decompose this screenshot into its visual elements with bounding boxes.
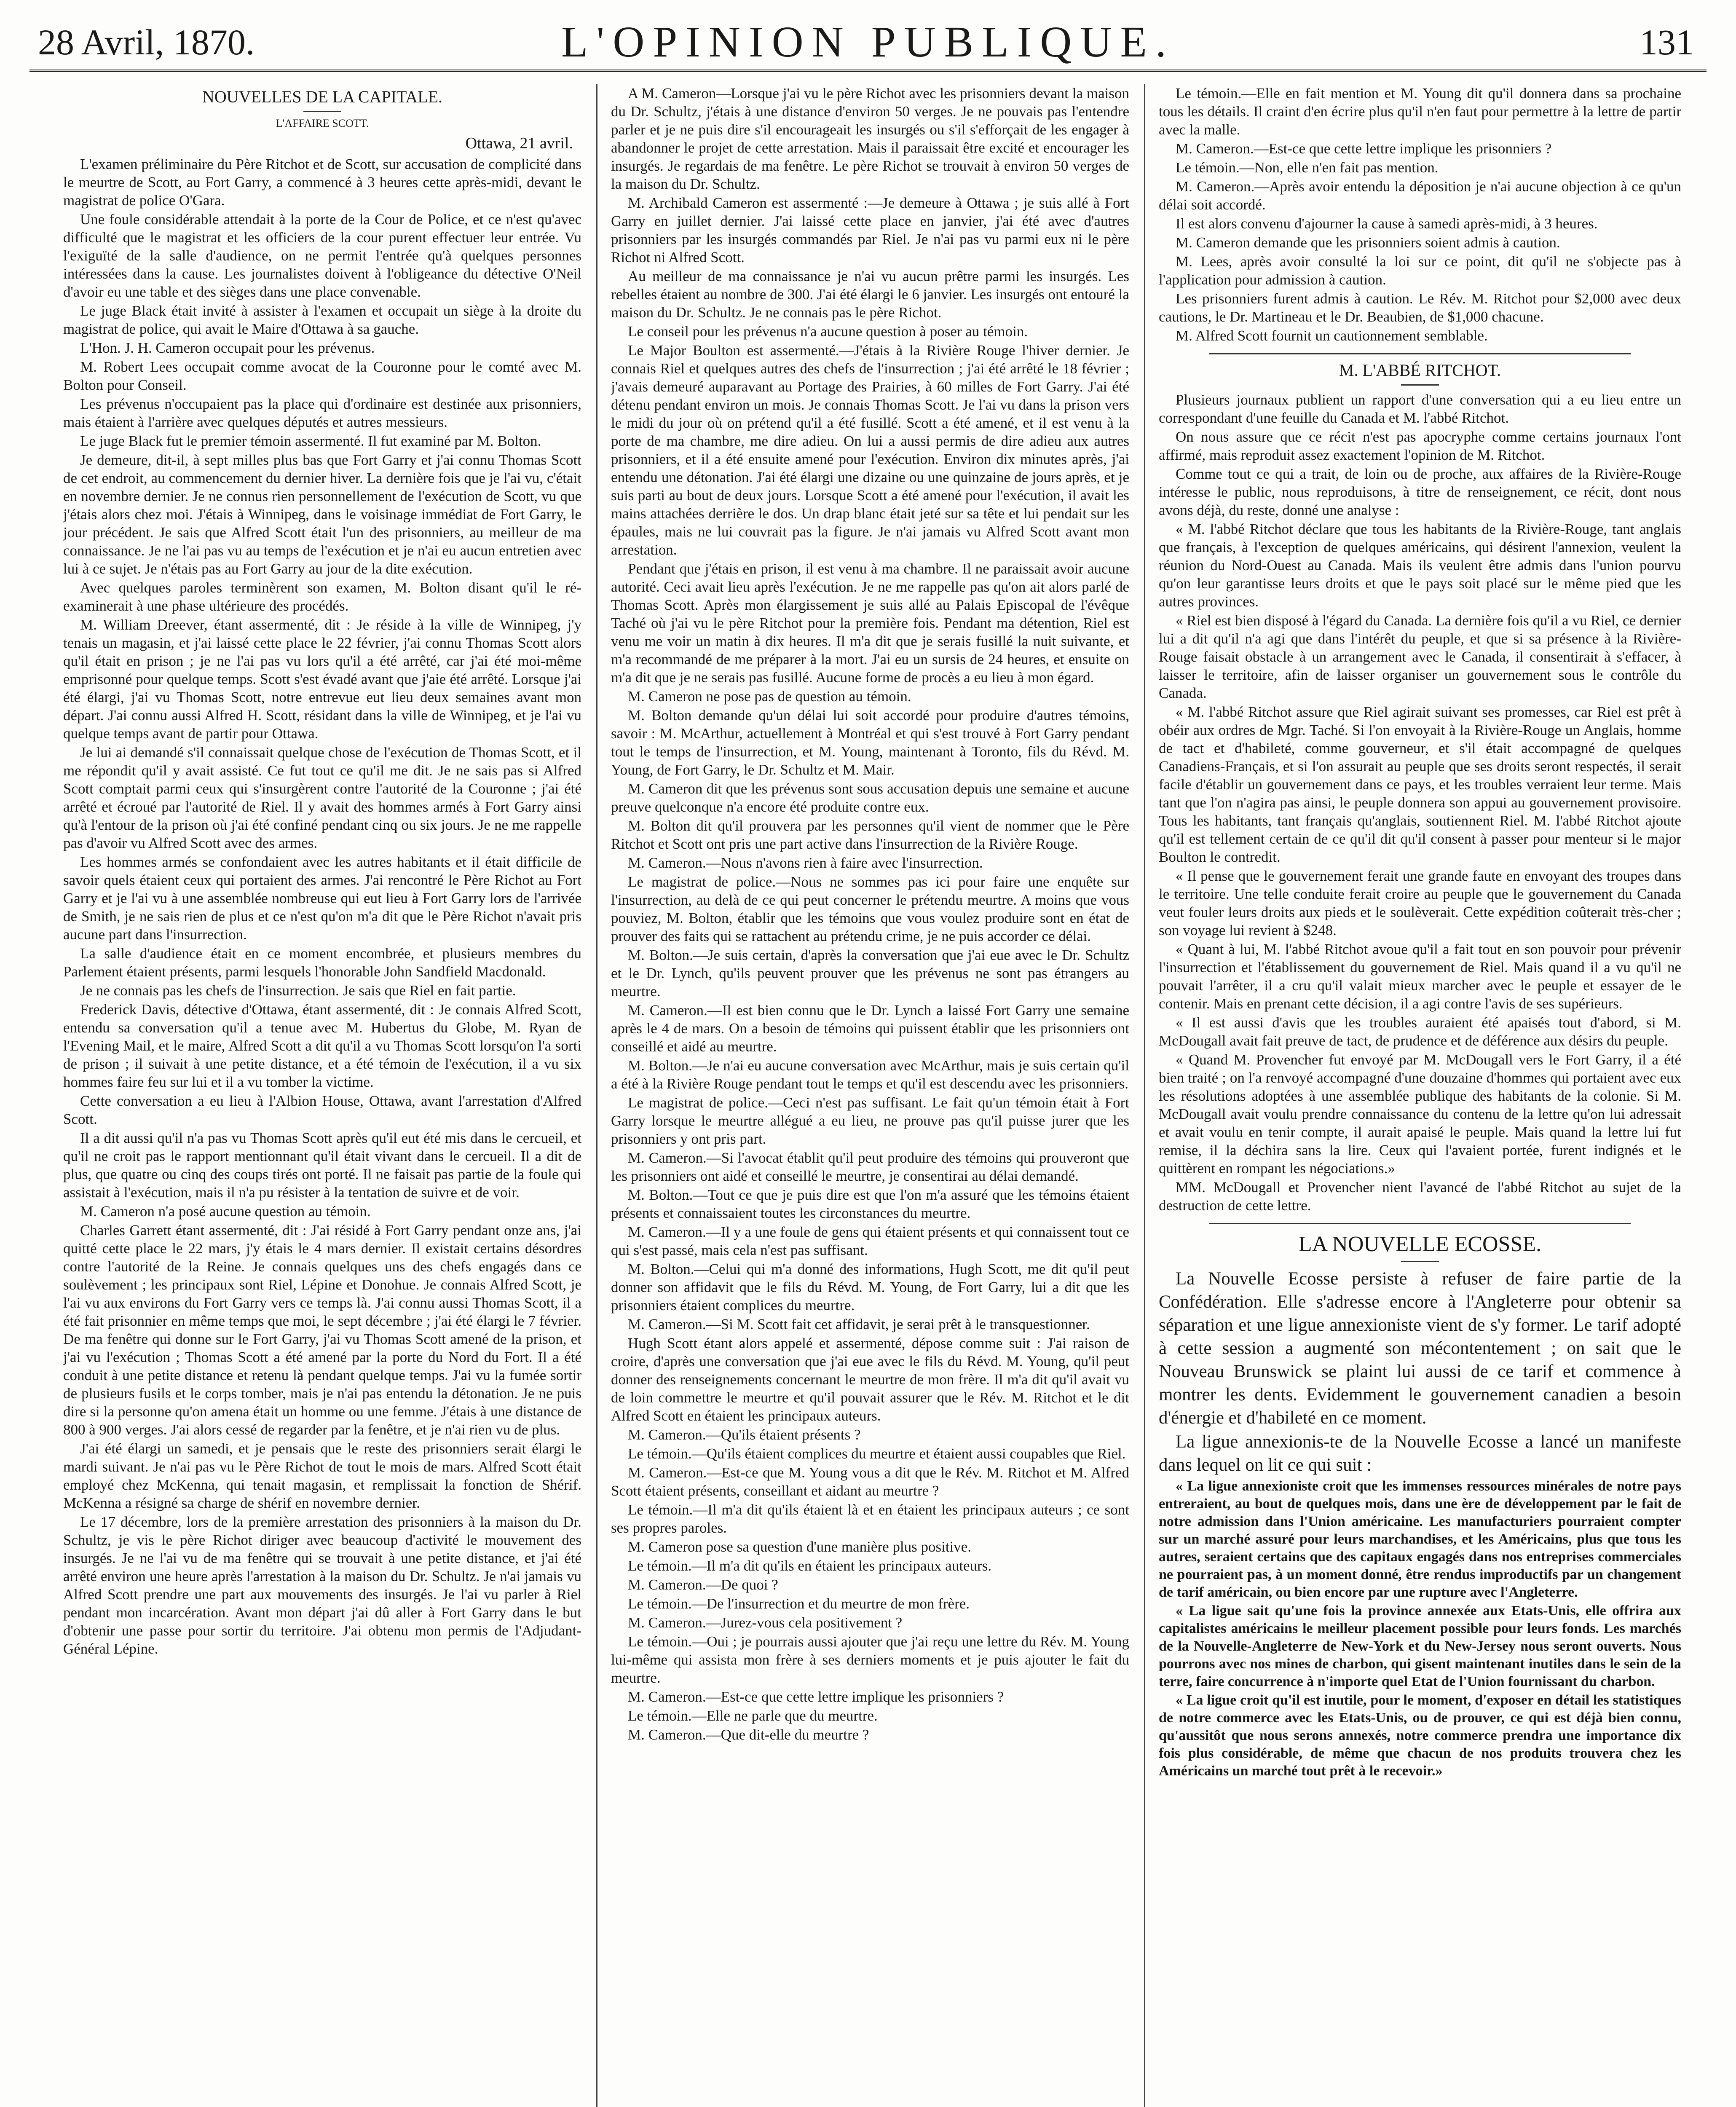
paragraph: « Il pense que le gouvernement ferait une grande faute en envoyant des troupes dans le territoire. Une telle conduite ferait croire au peuple que le gouvernement du Canada veut fouler leurs droits aux pieds et le soulèverait. Cette expédition coûterait très-cher ; son voyage lui revient à $248. bbox=[1159, 868, 1681, 938]
paragraph: M. Cameron.—Est-ce que M. Young vous a dit que le Rév. M. Ritchot et M. Alfred Scott étaient présents, conseillant et aidant au meurtre ? bbox=[611, 1464, 1129, 1499]
paragraph: Le témoin.—De l'insurrection et du meurtre de mon frère. bbox=[628, 1595, 970, 1612]
section-title: M. L'ABBÉ RITCHOT. bbox=[1339, 361, 1501, 380]
paragraph: M. Cameron ne pose pas de question au témoin. bbox=[628, 688, 911, 705]
paragraph: « Quand M. Provencher fut envoyé par M. McDougall vers le Fort Garry, il a été bien traité ; on l'a renvoyé accompagné d'une douzaine d'hommes qui portaient avec eux les résolutions adoptées à une assemblée publique des habitants de la colonie. Si M. McDougall avait voulu prendre connaissance du contenu de la lettre qu'on lui adressait et avait voulu en tenir compte, il aurait apaisé le peuple. Mais quand la lettre lui fut remise, il la déchira sans la lire. Ceux qui l'avaient portée, furent indignés et le quittèrent en rompant les négociations.» bbox=[1159, 1051, 1681, 1177]
paragraph: M. Cameron.—Il y a une foule de gens qui étaient présents et qui connaissent tout ce qui s'est passé, mais cela n'est pas suffisant. bbox=[611, 1224, 1129, 1258]
column-1 bbox=[63, 84, 581, 2107]
paragraph: « La ligue sait qu'une fois la province annexée aux Etats-Unis, elle offrira aux capitalistes américains le meilleur placement possible pour leurs fonds. Les marchés de la Nouvelle-Angleterre de New-York et du New-Jersey nous seront ouverts. Nous pourrons avec nos mines de charbon, qui gisent maintenant inutiles dans le sein de la terre, faire concurrence à n'importe quel Etat de l'Union fournissant du charbon. bbox=[1159, 1603, 1681, 1689]
paragraph: Frederick Davis, détective d'Ottawa, étant assermenté, dit : Je connais Alfred Scott, entendu sa conversation qu'il a tenue avec M. Hubertus du Globe, M. Ryan de l'Evening Mail, et le maire, Alfred Scott a dit qu'il a vu Thomas Scott lorsqu'on l'a sorti de prison ; il suivait à une petite distance, et a été témoin de l'exécution, il a vu six hommes faire feu sur lui et il a vu tomber la victime. bbox=[63, 1001, 581, 1090]
section-title: NOUVELLES DE LA CAPITALE. bbox=[202, 87, 443, 106]
paragraph: La salle d'audience était en ce moment encombrée, et plusieurs membres du Parlement étaient présents, parmi lesquels l'honorable John Sandfield Macdonald. bbox=[63, 945, 581, 980]
article-body bbox=[1159, 391, 1681, 1214]
paragraph: Le conseil pour les prévenus n'a aucune question à poser au témoin. bbox=[628, 323, 1028, 340]
paragraph: MM. McDougall et Provencher nient l'avancé de l'abbé Ritchot au sujet de la destruction de cette lettre. bbox=[1159, 1179, 1681, 1214]
paragraph: La ligue annexionis-te de la Nouvelle Ecosse a lancé un manifeste dans lequel on lit ce qui suit : bbox=[1159, 1432, 1681, 1475]
paragraph: Le magistrat de police.—Ceci n'est pas suffisant. Le fait qu'un témoin était à Fort Garry lorsque le meurtre allégué a eu lieu, ne prouve pas qu'il puisse jurer que les prisonniers y ont pris part. bbox=[611, 1094, 1129, 1147]
paragraph: Le magistrat de police.—Nous ne sommes pas ici pour faire une enquête sur l'insurrection, au delà de ce qui peut concerner le prétendu meurtre. A moins que vous pouviez, M. Bolton, établir que les témoins que vous voulez produire sont en état de prouver des faits qui se rattachent au prétendu crime, je ne puis accorder ce délai. bbox=[611, 874, 1129, 944]
paragraph: Les prévenus n'occupaient pas la place qui d'ordinaire est destinée aux prisonniers, mais étaient à l'arrière avec quelques députés et autres messieurs. bbox=[63, 396, 581, 430]
paragraph: « La ligue annexioniste croit que les immenses ressources minérales de notre pays entreraient, au bout de quelques mois, dans une ère de développement par le fait de notre admission dans l'Union américaine. Les manufacturiers pourraient compter sur un marché assuré pour leurs marchandises, et les Américains, plus que tous les autres, seraient certains que des capitaux engagés dans nos entreprises commerciales ne pourraient pas, à un moment donné, être rendus improductifs par un changement de tarif américain, ou bien encore par une rupture avec l'Angleterre. bbox=[1159, 1478, 1681, 1600]
divider bbox=[1209, 1223, 1631, 1224]
paragraph: Charles Garrett étant assermenté, dit : J'ai résidé à Fort Garry pendant onze ans, j'ai quitté cette place le 22 mars, j'y étais le 4 mars dernier. Il existait certains désordres contre l'autorité de la Reine. Je connais quelques uns des chefs engagés dans ce soulèvement ; les principaux sont Riel, Lépine et Donohue. Je connais Alfred Scott, je l'ai vu aux environs du Fort Garry vers ce temps là. J'ai connu aussi Thomas Scott, il a été fait prisonnier en même temps que moi, le sept décembre ; j'ai été élargi le 7 février. De ma fenêtre qui donne sur le Fort Garry, j'ai vu Thomas Scott amené de la prison, et j'ai vu l'exécution ; Thomas Scott a été amené par la porte du Nord du Fort. Il a été conduit à une petite distance et retenu là pendant quelque temps. J'ai vu la fumée sortir de plusieurs fusils et le corps tomber, mais je n'ai pas entendu la détonation. Je ne puis dire si la personne qu'on amena était un homme ou une femme. J'étais à une distance de 800 à 900 verges. J'ai alors cessé de regarder par la fenêtre, et je n'ai rien vu de plus. bbox=[63, 1222, 581, 1438]
divider bbox=[1401, 384, 1439, 386]
paragraph: L'Hon. J. H. Cameron occupait pour les prévenus. bbox=[80, 340, 375, 356]
paragraph: « Riel est bien disposé à l'égard du Canada. La dernière fois qu'il a vu Riel, ce dernier lui a dit qu'il n'a agi que dans l'intérêt du peuple, et que si sa présence à la Rivière-Rouge faisait obstacle à un arrangement avec le Canada, il consentirait à s'effacer, à laisser le territoire, afin de laisser organiser un gouvernement sous le contrôle du Canada. bbox=[1159, 612, 1681, 701]
paragraph: Le témoin.—Il m'a dit qu'ils en étaient les principaux auteurs. bbox=[628, 1557, 992, 1574]
paragraph: Pendant que j'étais en prison, il est venu à ma chambre. Il ne paraissait avoir aucune autorité. Ceci avait lieu après l'exécution. Je ne me rappelle pas qu'on ait alors parlé de Thomas Scott. Après mon élargissement je suis allé au Palais Episcopal de l'évêque Taché où j'ai vu le père Ritchot pour la première fois. Pendant ma détention, Riel est venu me voir un matin à dix heures. Il m'a dit que je serais fusillé la nuit suivante, et m'a recommandé de me préparer à la mort. J'ai eu un sursis de 24 heures, et ensuite on m'a dit que je ne serais pas fusillé. Aucune forme de procès a eu lieu à mon égard. bbox=[611, 560, 1129, 686]
paragraph: M. William Dreever, étant assermenté, dit : Je réside à la ville de Winnipeg, j'y tenais un magasin, et j'ai laissé cette place le 22 février, j'ai connu Thomas Scott alors qu'il était en prison ; je ne l'ai pas vu lors qu'il a été arrêté, car j'ai été moi-même emprisonné pour quelque temps. Scott s'est évadé avant que j'aie été arrêté. Lorsque j'ai été élargi, j'ai vu Thomas Scott, notre entrevue eut lieu deux semaines avant mon départ. J'ai connu aussi Alfred H. Scott, résidant dans la ville de Winnipeg, et je l'ai vu quelque temps avant de partir pour Ottawa. bbox=[63, 617, 581, 742]
paragraph: M. Bolton.—Je n'ai eu aucune conversation avec McArthur, mais je suis certain qu'il a été à la Rivière Rouge pendant tout le temps et qu'il est descendu avec les prisonniers. bbox=[611, 1057, 1129, 1092]
paragraph: M. Cameron.—Si l'avocat établit qu'il peut produire des témoins qui prouveront que les prisonniers ont aidé et conseillé le meurtre, je consentirai au délai demandé. bbox=[611, 1150, 1129, 1184]
paragraph: « Quant à lui, M. l'abbé Ritchot avoue qu'il a fait tout en son pouvoir pour prévenir l'insurrection et l'établissement du gouvernement de Riel. Mais quand il a vu qu'il ne pouvait l'arrêter, il a cru qu'il valait mieux marcher avec le peuple et essayer de le contenir. Mais en prenant cette décision, il a agi contre l'avis de ses supérieurs. bbox=[1159, 941, 1681, 1012]
paragraph: Avec quelques paroles terminèrent son examen, M. Bolton disant qu'il le ré-examinerait à une phase ultérieure des procédés. bbox=[63, 579, 581, 614]
paragraph: M. Cameron.—Est-ce que cette lettre implique les prisonniers ? bbox=[628, 1689, 1004, 1705]
paragraph: M. Cameron.—Qu'ils étaient présents ? bbox=[628, 1426, 861, 1443]
article-body bbox=[1159, 84, 1681, 345]
paragraph: Le 17 décembre, lors de la première arrestation des prisonniers à la maison du Dr. Schultz, je vis le père Richot diriger avec beaucoup d'activité le mouvement des insurgés. Je ne l'ai vu de ma fenêtre qui se trouvait à une petite distance, et j'ai été arrêté environ une heure après l'arrestation à la maison du Dr. Schultz. Je n'ai jamais vu Alfred Scott prendre une part aux mouvements des insurgés. Je l'ai vu parler à Riel pendant mon incarcération. Avant mon départ j'ai dû aller à Fort Garry dans le but d'obtenir une passe pour sortir du territoire. J'ai obtenu mon permis de l'Adjudant-Général Lépine. bbox=[63, 1514, 581, 1657]
paragraph: L'examen préliminaire du Père Ritchot et de Scott, sur accusation de complicité dans le meurtre de Scott, au Fort Garry, a commencé à 3 heures cette après-midi, devant le magistrat de police O'Gara. bbox=[63, 156, 581, 209]
divider bbox=[303, 111, 341, 112]
paragraph: M. Cameron.—Il est bien connu que le Dr. Lynch a laissé Fort Garry une semaine après le 4 de mars. On a besoin de témoins qui puissent établir que les prisonniers ont conseillé et aidé au meurtre. bbox=[611, 1002, 1129, 1055]
column-divider bbox=[1144, 84, 1145, 2107]
paragraph: Le témoin.—Qu'ils étaient complices du meurtre et étaient aussi coupables que Riel. bbox=[628, 1445, 1126, 1462]
divider bbox=[1401, 1261, 1439, 1262]
paragraph: M. Cameron.—De quoi ? bbox=[628, 1576, 778, 1593]
paragraph: M. Cameron.—Que dit-elle du meurtre ? bbox=[628, 1726, 869, 1743]
paragraph: Plusieurs journaux publient un rapport d'une conversation qui a eu lieu entre un correspondant d'une feuille du Canada et M. l'abbé Ritchot. bbox=[1159, 391, 1681, 426]
article-subhead: L'AFFAIRE SCOTT. bbox=[276, 117, 369, 129]
paragraph: « M. l'abbé Ritchot assure que Riel agirait suivant ses promesses, car Riel est prêt à obéir aux ordres de Mgr. Taché. Si l'on envoyait à la Rivière-Rouge un Anglais, homme de tact et d'habileté, comme gouverneur, et s'il était accompagné de quelques Canadiens-Français, et si l'on assurait au peuple que ses droits seront respectés, il serait facile d'établir un gouvernement dans ce pays, et les troubles verraient leur terme. Mais tant que l'on n'agira pas ainsi, le peuple donnera son appui au gouvernement provisoire. Tous les habitants, tant français qu'anglais, soutiennent Riel. M. l'abbé Ritchot ajoute qu'il est tellement certain de ce qu'il dit qu'il consent à passer pour menteur si le major Boulton le contredit. bbox=[1159, 704, 1681, 865]
issue-date: 28 Avril, 1870. bbox=[38, 22, 255, 62]
newspaper-title: L'OPINION PUBLIQUE. bbox=[561, 18, 1175, 66]
paragraph: Il est alors convenu d'ajourner la cause à samedi après-midi, à 3 heures. bbox=[1176, 215, 1598, 232]
paragraph: M. Bolton.—Je suis certain, d'après la conversation que j'ai eue avec le Dr. Schultz et le Dr. Lynch, qu'ils peuvent prouver que les prévenus ne sont pas étrangers au meurtre. bbox=[611, 947, 1129, 1000]
paragraph: M. Bolton demande qu'un délai lui soit accordé pour produire d'autres témoins, savoir : M. McArthur, actuellement à Montréal et qui s'est trouvé à Fort Garry pendant tout le temps de l'insurrection, et M. Young, maintenant à Toronto, fils du Révd. M. Young, de Fort Garry, le Dr. Schultz et M. Mair. bbox=[611, 707, 1129, 778]
paragraph: Je ne connais pas les chefs de l'insurrection. Je sais que Riel en fait partie. bbox=[80, 982, 516, 999]
paragraph: M. Cameron.—Jurez-vous cela positivement ? bbox=[628, 1614, 903, 1631]
header-rule bbox=[29, 70, 1707, 76]
page-number: 131 bbox=[1640, 22, 1694, 62]
paragraph: Les prisonniers furent admis à caution. Le Rév. M. Ritchot pour $2,000 avec deux cautions, le Dr. Martineau et le Dr. Beaubien, de $1,000 chacune. bbox=[1159, 290, 1681, 325]
paragraph: M. Lees, après avoir consulté la loi sur ce point, dit qu'il ne s'objecte pas à l'application pour admission à caution. bbox=[1159, 253, 1681, 288]
column-divider bbox=[596, 84, 597, 2107]
paragraph: Le témoin.—Il m'a dit qu'ils étaient là et en étaient les principaux auteurs ; ce sont ses propres paroles. bbox=[611, 1501, 1129, 1536]
paragraph: M. Cameron dit que les prévenus sont sous accusation depuis une semaine et aucune preuve quelconque n'a encore été produite contre eux. bbox=[611, 780, 1129, 815]
paragraph: Les hommes armés se confondaient avec les autres habitants et il était difficile de savoir quels étaient ceux qui portaient des armes. J'ai rencontré le Père Richot au Fort Garry et je l'ai vu à une assemblée nombreuse qui eut lieu à Fort Garry lors de l'arrivée de Smith, je ne sais rien de plus et ce n'est qu'on m'a dit que le Père Richot n'avait pris aucune part dans l'insurrection. bbox=[63, 854, 581, 943]
paragraph: Le témoin.—Non, elle n'en fait pas mention. bbox=[1176, 159, 1439, 176]
article-body bbox=[1159, 1267, 1681, 1477]
paragraph: Une foule considérable attendait à la porte de la Cour de Police, et ce n'est qu'avec difficulté que le magistrat et les officiers de la cour purent effectuer leur entrée. Vu l'exiguïté de la salle d'audience, on ne permit l'entrée qu'à quelques personnes intéressées dans la cause. Les journalistes doivent à l'obligeance du détective O'Neil d'avoir eu une table et des sièges dans une place convenable. bbox=[63, 211, 581, 300]
column-3 bbox=[1159, 84, 1681, 2107]
article-quote bbox=[1159, 1477, 1681, 1780]
article-body bbox=[63, 155, 581, 1658]
paragraph: Le témoin.—Elle ne parle que du meurtre. bbox=[628, 1708, 878, 1724]
paragraph: M. Alfred Scott fournit un cautionnement semblable. bbox=[1176, 327, 1488, 344]
section-title: LA NOUVELLE ECOSSE. bbox=[1298, 1232, 1542, 1256]
dateline: Ottawa, 21 avril. bbox=[465, 134, 573, 152]
paragraph: « La ligue croit qu'il est inutile, pour le moment, d'exposer en détail les statistiques de notre commerce avec les Etats-Unis, ou de prouver, ce qui est déjà bien connu, qu'aussitôt que nous serons annexés, notre commerce prendra une importance dix fois plus considérable, de même que chacun de nos produits trouvera chez les Américains un marché tout prêt à le recevoir.» bbox=[1159, 1692, 1681, 1779]
paragraph: Le témoin.—Oui ; je pourrais aussi ajouter que j'ai reçu une lettre du Rév. M. Young lui-même qui assista mon frère à ses derniers moments et je puis ajouter le fait du meurtre. bbox=[611, 1633, 1129, 1686]
paragraph: M. Archibald Cameron est assermenté :—Je demeure à Ottawa ; je suis allé à Fort Garry en juillet dernier. J'ai laissé cette place en janvier, j'ai été avec d'autres prisonniers par les insurgés commandés par Riel. Je n'ai pas vu parmi eux ni le père Richot ni Alfred Scott. bbox=[611, 195, 1129, 265]
paragraph: M. Robert Lees occupait comme avocat de la Couronne pour le comté avec M. Bolton pour Conseil. bbox=[63, 359, 581, 393]
paragraph: M. Bolton.—Celui qui m'a donné des informations, Hugh Scott, me dit qu'il peut donner son affidavit que le fils du Révd. M. Young, de Fort Garry, lui a dit que les prisonniers étaient complices du meurtre. bbox=[611, 1261, 1129, 1314]
paragraph: A M. Cameron—Lorsque j'ai vu le père Richot avec les prisonniers devant la maison du Dr. Schultz, j'étais à une distance d'environ 50 verges. Je ne pouvais pas l'entendre parler et je ne puis dire s'il encourageait les insurgés ou s'il s'efforçait de les engager à abandonner le projet de cette arrestation. Mais il paraissait être excité et encourager les insurgés. Je regardais de ma fenêtre. Le père Richot se trouvait à environ 50 verges de la maison du Dr. Schultz. bbox=[611, 85, 1129, 192]
paragraph: M. Cameron.—Après avoir entendu la déposition je n'ai aucune objection à ce qu'un délai soit accordé. bbox=[1159, 178, 1681, 213]
paragraph: Hugh Scott étant alors appelé et assermenté, dépose comme suit : J'ai raison de croire, d'après une conversation que j'ai eue avec le fils du Révd. M. Young, qu'il peut donner des renseignements concernant le meurtre de mon frère. Il m'a dit qu'il avait vu de loin commettre le meurtre et qu'il pouvait assurer que le Rév. M. Ritchot et le dit Alfred Scott en étaient les principaux auteurs. bbox=[611, 1335, 1129, 1424]
paragraph: M. Cameron.—Nous n'avons rien à faire avec l'insurrection. bbox=[628, 855, 983, 871]
paragraph: « M. l'abbé Ritchot déclare que tous les habitants de la Rivière-Rouge, tant anglais que français, à l'exception de quelques américains, qui désirent l'annexion, veulent la réunion du Nord-Ouest au Canada. Mais ils veulent être admis dans l'union pourvu qu'on leur garantisse leurs droits et que le pays soit placé sur le même pied que les autres provinces. bbox=[1159, 521, 1681, 610]
paragraph: Le Major Boulton est assermenté.—J'étais à la Rivière Rouge l'hiver dernier. Je connais Riel et quelques autres des chefs de l'insurrection ; j'ai été arrêté le 18 février ; j'avais demeuré auparavant au Portage des Prairies, à 60 milles de Fort Garry. J'ai été détenu pendant environ un mois. Je connais Thomas Scott. Je l'ai vu dans la prison vers le midi du jour où on prétend qu'il a été fusillé. Scott a été amené, et il est venu à la porte de ma chambre, me dire adieu. On lui a aussi permis de dire adieu aux autres prisonniers, et il a été ensuite amené pour l'exécution. Environ dix minutes après, j'ai entendu une détonation. J'ai été élargi une dizaine ou une quinzaine de jours après, et je suis parti au bout de deux jours. Lorsque Scott a été amené pour l'exécution, il avait les mains attachées derrière le dos. Un drap blanc était jeté sur sa tête et lui pendait sur les épaules, mais ne lui couvrait pas la figure. Je n'ai jamais vu Alfred Scott avant mon arrestation. bbox=[611, 342, 1129, 558]
paragraph: M. Cameron.—Est-ce que cette lettre implique les prisonniers ? bbox=[1176, 140, 1552, 157]
paragraph: M. Cameron demande que les prisonniers soient admis à caution. bbox=[1176, 234, 1560, 251]
page-header bbox=[29, 17, 1707, 66]
paragraph: Il a dit aussi qu'il n'a pas vu Thomas Scott après qu'il eut été mis dans le cercueil, et qu'il ne croit pas le rapport mentionnant qu'il était vivant dans le cercueil. Il a dit de plus, que quatre ou cinq des coups tirés ont porté. Il ne faisait pas partie de la foule qui assistait à l'exécution, mais il n'a pu résister à la tentation de suivre et de voir. bbox=[63, 1130, 581, 1201]
paragraph: « Il est aussi d'avis que les troubles auraient été apaisés tout d'abord, si M. McDougall avait fait preuve de tact, de prudence et de déférence aux désirs du peuple. bbox=[1159, 1014, 1681, 1049]
paragraph: On nous assure que ce récit n'est pas apocryphe comme certains journaux l'ont affirmé, mais reproduit assez exactement l'opinion de M. Ritchot. bbox=[1159, 429, 1681, 463]
paragraph: Le juge Black fut le premier témoin assermenté. Il fut examiné par M. Bolton. bbox=[80, 433, 541, 449]
paragraph: Au meilleur de ma connaissance je n'ai vu aucun prêtre parmi les insurgés. Les rebelles étaient au nombre de 300. J'ai été élargi le 6 janvier. Les insurgés ont entouré la maison du Dr. Schultz. Je ne connais pas le père Richot. bbox=[611, 268, 1129, 321]
paragraph: J'ai été élargi un samedi, et je pensais que le reste des prisonniers serait élargi le mardi suivant. Je n'ai pas vu le Père Richot de tout le mois de mars. Alfred Scott était employé chez McKenna, qui tenait magasin, et remplissait la fonction de Shérif. McKenna a résigné sa charge de shérif en novembre dernier. bbox=[63, 1440, 581, 1511]
article-body bbox=[611, 84, 1129, 1744]
column-2 bbox=[611, 84, 1129, 2107]
paragraph: Le témoin.—Elle en fait mention et M. Young dit qu'il donnera dans sa prochaine tous les détails. Il craint d'en écrire plus qu'il n'en faut pour permettre à la lettre de partir avec la malle. bbox=[1159, 85, 1681, 138]
paragraph: Comme tout ce qui a trait, de loin ou de proche, aux affaires de la Rivière-Rouge intéresse le public, nous reproduisons, à titre de renseignement, ce récit, dont nous avons déjà, du reste, donné une analyse : bbox=[1159, 466, 1681, 518]
divider bbox=[1209, 353, 1631, 354]
paragraph: M. Cameron.—Si M. Scott fait cet affidavit, je serai prêt à le transquestionner. bbox=[628, 1316, 1090, 1332]
paragraph: M. Cameron pose sa question d'une manière plus positive. bbox=[628, 1539, 972, 1555]
paragraph: M. Bolton.—Tout ce que je puis dire est que l'on m'a assuré que les témoins étaient présents et connaissaient toutes les circonstances du meurtre. bbox=[611, 1187, 1129, 1221]
paragraph: Le juge Black était invité à assister à l'examen et occupait un siège à la droite du magistrat de police, qui avait le Maire d'Ottawa à sa gauche. bbox=[63, 303, 581, 337]
paragraph: M. Bolton dit qu'il prouvera par les personnes qu'il vient de nommer que le Père Ritchot et Scott ont pris une part active dans l'insurrection de la Rivière Rouge. bbox=[611, 818, 1129, 852]
paragraph: Je demeure, dit-il, à sept milles plus bas que Fort Garry et j'ai connu Thomas Scott de cet endroit, au commencement du dernier hiver. La dernière fois que je l'ai vu, c'était en novembre dernier. Je ne connus rien personnellement de l'exécution de Scott, vu que j'étais alors chez moi. J'étais à Winnipeg, dans le voisinage immédiat de Fort Garry, le jour précédent. Je sais que Alfred Scott était l'un des prisonniers, au meilleur de ma connaissance. Je ne l'ai pas vu au temps de l'exécution et je n'ai eu aucun entretien avec lui à ce sujet. Je n'étais pas au Fort Garry au jour de la dite exécution. bbox=[63, 452, 581, 577]
paragraph: La Nouvelle Ecosse persiste à refuser de faire partie de la Confédération. Elle s'adresse encore à l'Angleterre pour obtenir sa séparation et une ligue annexioniste vient de s'y former. Le tarif adopté à cette session a augmenté son mécontentement ; on sait que le Nouveau Brunswick se plaint lui aussi de ce tarif et commence à montrer les dents. Evidemment le gouvernement canadien a besoin d'énergie et d'habileté en ce moment. bbox=[1159, 1269, 1681, 1428]
paragraph: Cette conversation a eu lieu à l'Albion House, Ottawa, avant l'arrestation d'Alfred Scott. bbox=[63, 1093, 581, 1127]
paragraph: M. Cameron n'a posé aucune question au témoin. bbox=[80, 1203, 371, 1220]
paragraph: Je lui ai demandé s'il connaissait quelque chose de l'exécution de Thomas Scott, et il me répondit qu'il y avait assisté. Ce fut tout ce qu'il me dit. Je ne sais pas si Alfred Scott comptait parmi ceux qui s'insurgèrent contre l'autorité de la Couronne ; j'ai été arrêté et écroué par l'autorité de Riel. Il y avait des hommes armés à Fort Garry ainsi qu'à l'entour de la prison où j'ai été confiné pendant cinq ou six jours. Je ne me rappelle pas d'avoir vu Alfred Scott avec des armes. bbox=[63, 744, 581, 851]
